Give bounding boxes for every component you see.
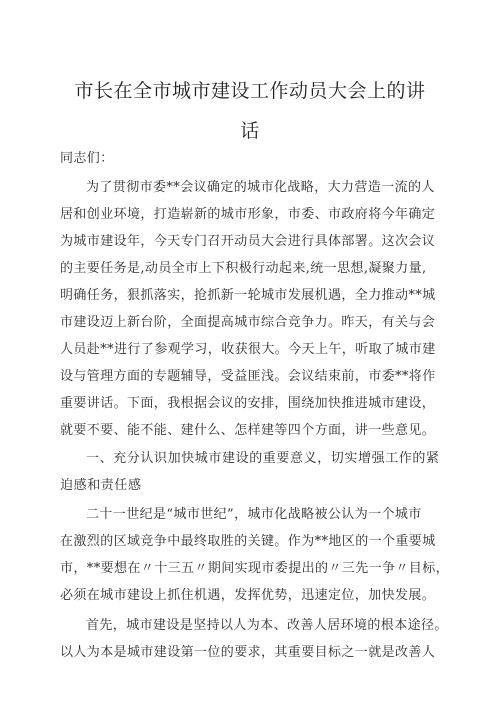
paragraph-2-line-3: 市，**要想在〃十三五〃期间实现市委提出的〃三先一争〃目标， <box>60 561 450 576</box>
paragraph-1-line-2: 居和创业环境，打造崭新的城市形象，市委、市政府将今年确定 <box>60 207 436 222</box>
paragraph-2-line-2: 在激烈的区域竞争中最终取胜的关键。作为**地区的一个重要城 <box>60 534 436 549</box>
paragraph-2-line-1: 二十一世纪是“城市世纪”，城市化战略被公认为一个城市 <box>86 507 422 522</box>
paragraph-1-line-6: 市建设迈上新台阶，全面提高城市综合竞争力。昨天，有关与会 <box>60 315 436 330</box>
paragraph-1-line-1: 为了贯彻市委**会议确定的城市化战略，大力营造一流的人 <box>86 180 435 195</box>
paragraph-1-line-7: 人员赴**进行了参观学习，收获很大。今天上午，听取了城市建 <box>60 342 436 357</box>
paragraph-1-line-3: 为城市建设年，今天专门召开动员大会进行具体部署。这次会议 <box>60 234 436 249</box>
paragraph-1-line-5: 明确任务，狠抓落实，抢抓新一轮城市发展机遇，全力推动**城 <box>60 288 436 303</box>
paragraph-1-line-10: 就要不要、能不能、建什么、怎样建等四个方面，讲一些意见。 <box>60 423 436 438</box>
paragraph-3-line-1: 首先，城市建设是坚持以人为本、改善人居环境的根本途径。 <box>86 618 448 633</box>
paragraph-3-line-2: 以人为本是城市建设第一位的要求，其重要目标之一就是改善人 <box>60 645 436 660</box>
paragraph-1-line-4: 的主要任务是,动员全市上下积极行动起来,统一思想,凝聚力量, <box>60 261 427 276</box>
paragraph-1-line-8: 设与管理方面的专题辅导，受益匪浅。会议结束前，市委**将作 <box>60 369 436 384</box>
document-title-line-1: 市长在全市城市建设工作动员大会上的讲 <box>74 80 426 102</box>
paragraph-1-line-9: 重要讲话。下面，我根据会议的安排，围绕加快推进城市建设， <box>60 396 436 411</box>
paragraph-2-line-4: 必须在城市建设上抓住机遇，发挥优势，迅速定位，加快发展。 <box>60 588 436 603</box>
salutation: 同志们： <box>60 151 114 166</box>
section-heading-1-line-2: 迫感和责任感 <box>60 478 142 493</box>
document-title-line-2: 话 <box>240 120 260 142</box>
section-heading-1-line-1: 一、充分认识加快城市建设的重要意义，切实增强工作的紧 <box>86 451 440 466</box>
